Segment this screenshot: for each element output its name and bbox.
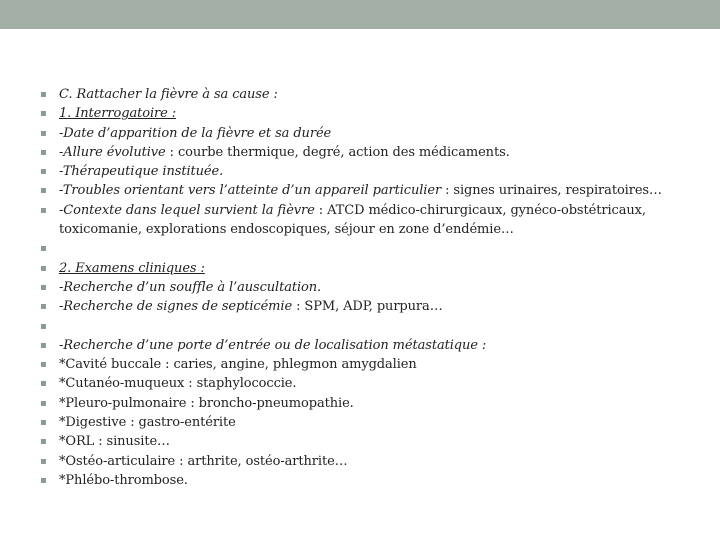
top-bar: [0, 0, 720, 29]
list-item: [40, 85, 680, 104]
list-item: [40, 432, 680, 451]
item-lead: -Thérapeutique instituée.: [59, 164, 224, 180]
list-item: [40, 394, 680, 413]
bullet-icon: ▪: [40, 89, 47, 100]
item-text: : ATCD médico-chirurgicaux, gynéco-obstétricaux, toxicomanie, explorations endoscopiques, séjour en zone d’endémie…: [59, 202, 646, 238]
list-item-empty: [40, 239, 680, 258]
bullet-icon: ▪: [40, 243, 47, 255]
bullet-icon: ▪: [40, 281, 47, 293]
item-text: *Cutanéo-muqueux : staphylococcie.: [59, 376, 297, 392]
list-item: [40, 452, 680, 471]
item-lead: -Troubles orientant vers l’atteinte d’un appareil particulier: [59, 183, 442, 199]
list-item: [40, 181, 680, 200]
bullet-icon: ▪: [40, 378, 47, 390]
bullet-icon: ▪: [40, 339, 47, 351]
list-item: [40, 355, 680, 374]
bullet-icon: ▪: [40, 301, 47, 313]
bullet-icon: ▪: [40, 320, 47, 332]
item-lead: -Recherche d’un souffle à l’auscultation.: [59, 279, 322, 295]
list-item: [40, 143, 680, 162]
item-lead: -Recherche de signes de septicémie: [59, 299, 293, 315]
slide-content: [40, 85, 680, 490]
list-item: [40, 413, 680, 432]
item-lead: C. Rattacher la fièvre à sa cause :: [59, 87, 278, 102]
list-item: [40, 297, 680, 316]
bullet-icon: ▪: [40, 166, 47, 178]
bullet-icon: ▪: [40, 474, 47, 486]
list-item-empty: [40, 317, 680, 336]
section-heading: 1. Interrogatoire :: [59, 106, 177, 122]
bullet-icon: ▪: [40, 108, 47, 120]
bullet-icon: ▪: [40, 436, 47, 448]
item-lead: -Recherche d’une porte d’entrée ou de localisation métastatique :: [59, 337, 487, 353]
bullet-icon: ▪: [40, 146, 47, 158]
bullet-icon: ▪: [40, 204, 47, 216]
item-text: : signes urinaires, respiratoires…: [441, 183, 662, 199]
list-item: [40, 374, 680, 393]
list-item: [40, 278, 680, 297]
section-heading: 2. Examens cliniques :: [59, 260, 205, 276]
item-text: *Pleuro-pulmonaire : broncho-pneumopathie.: [59, 395, 354, 411]
bullet-icon: ▪: [40, 417, 47, 429]
bullet-icon: ▪: [40, 262, 47, 274]
list-item: [40, 259, 680, 278]
bullet-icon: ▪: [40, 359, 47, 371]
bullet-icon: ▪: [40, 185, 47, 197]
item-text: *Phlébo-thrombose.: [59, 472, 188, 488]
item-lead: -Allure évolutive: [59, 144, 166, 160]
list-item: [40, 471, 680, 490]
bullet-icon: ▪: [40, 455, 47, 467]
item-text: : courbe thermique, degré, action des médicaments.: [165, 144, 510, 160]
item-text: *Digestive : gastro-entérite: [59, 415, 236, 431]
item-text: : SPM, ADP, purpura…: [292, 299, 443, 315]
item-text: *Cavité buccale : caries, angine, phlegmon amygdalien: [59, 357, 417, 373]
list-item: [40, 104, 680, 123]
bullet-icon: ▪: [40, 397, 47, 409]
item-lead: -Contexte dans lequel survient la fièvre: [59, 202, 315, 218]
list-item: [40, 201, 680, 240]
item-lead: -Date d’apparition de la fièvre et sa durée: [59, 125, 332, 141]
list-item: [40, 162, 680, 181]
list-item: [40, 124, 680, 143]
item-text: *ORL : sinusite…: [59, 434, 170, 450]
bullet-icon: ▪: [40, 127, 47, 139]
list-item: [40, 336, 680, 355]
item-text: *Ostéo-articulaire : arthrite, ostéo-arthrite…: [59, 453, 348, 469]
